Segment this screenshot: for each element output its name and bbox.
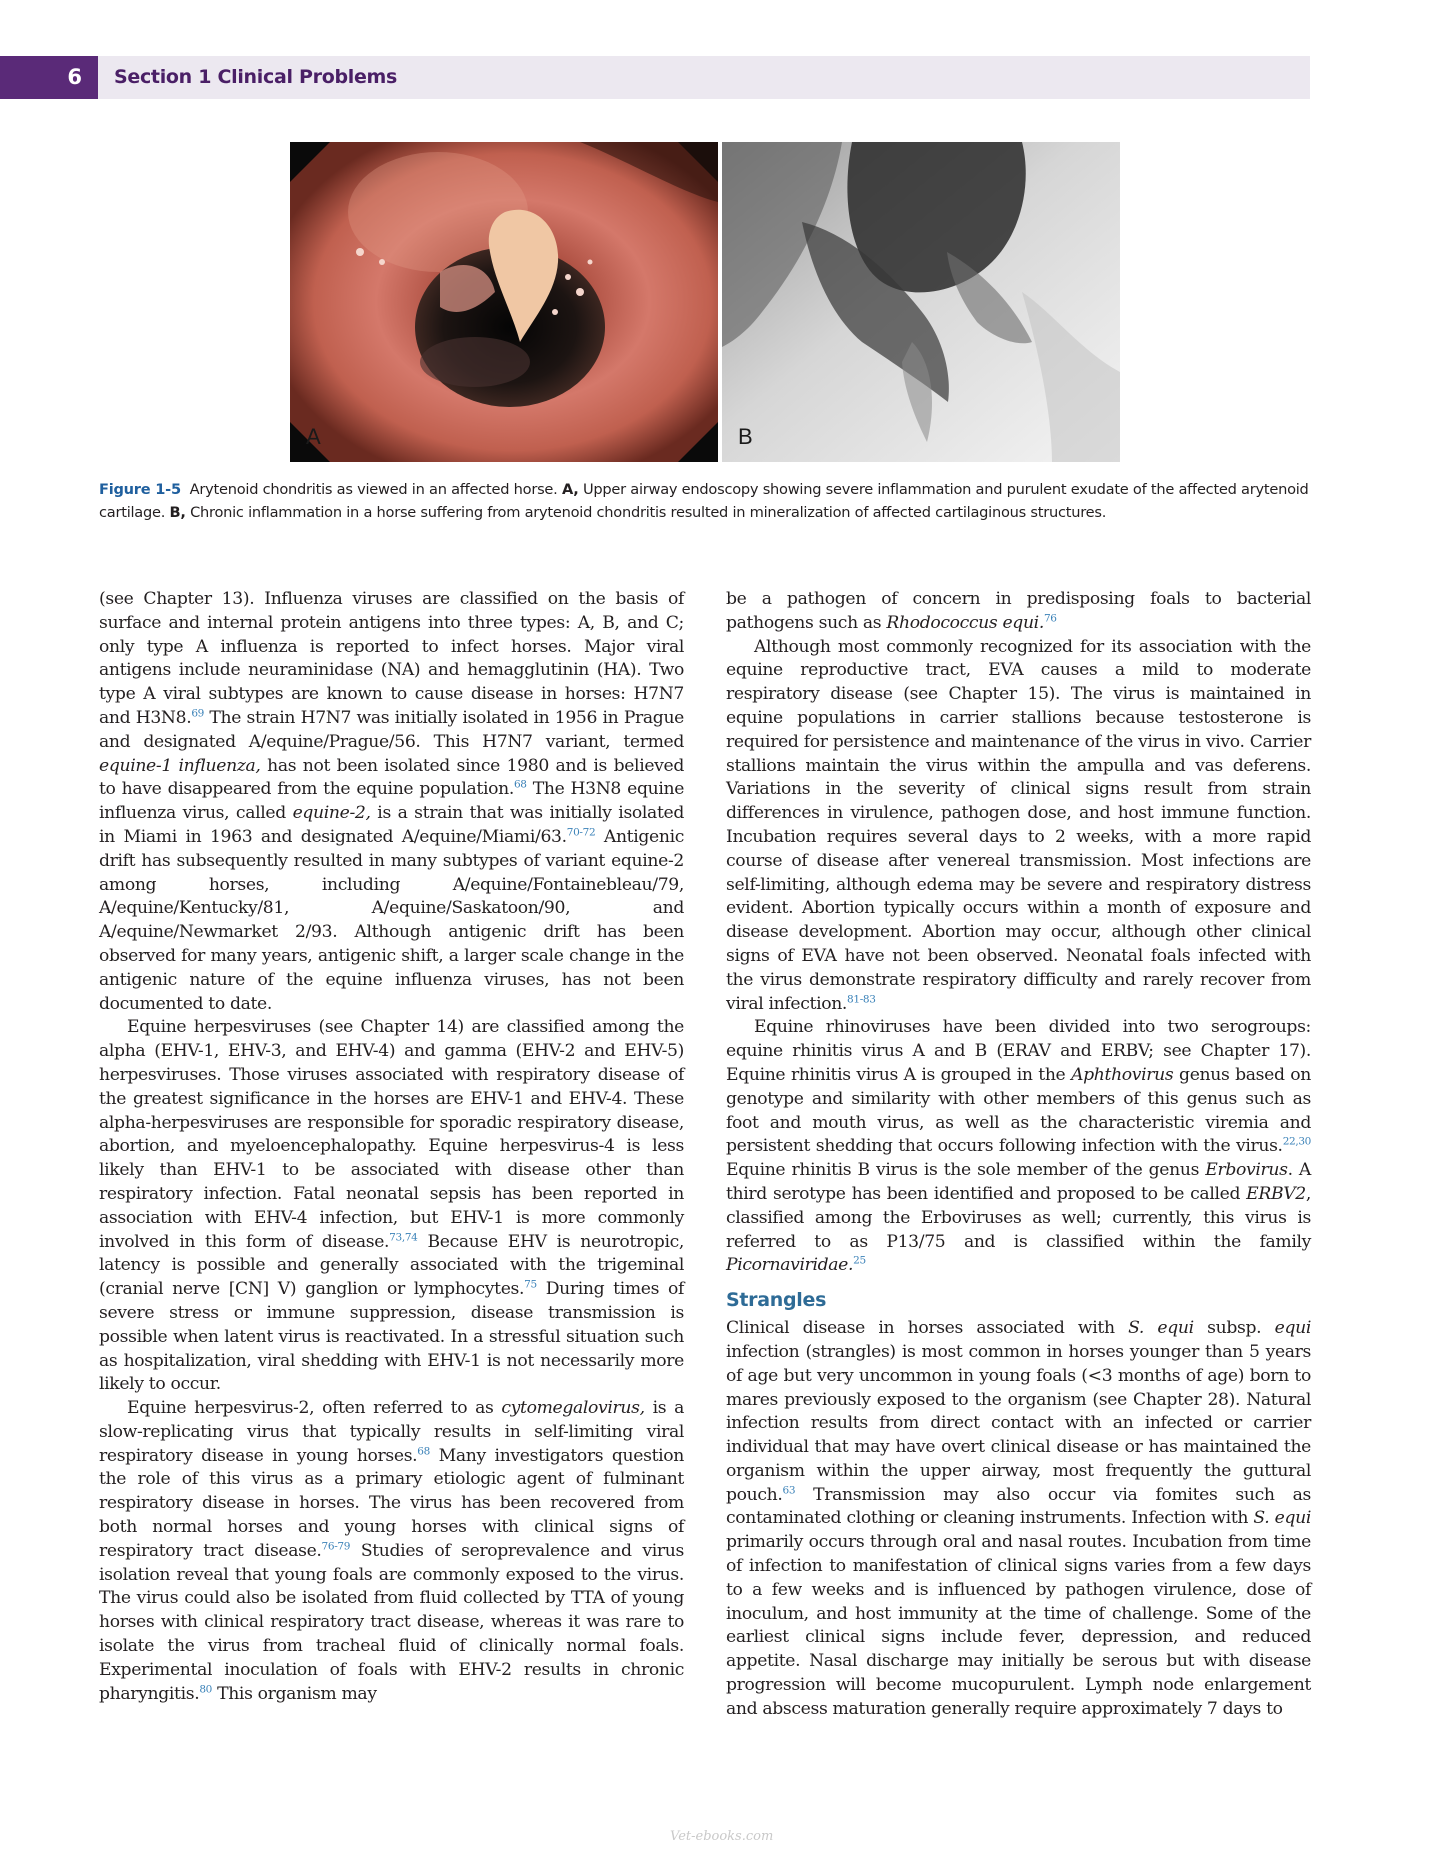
running-header xyxy=(0,56,1310,99)
right-column xyxy=(726,588,1311,1722)
endoscopy-image xyxy=(290,142,718,462)
panel-letter-a: A xyxy=(306,424,321,449)
chapter-title: Clinical Problems xyxy=(217,66,398,88)
caption-intro: Arytenoid chondritis as viewed in an affected horse. xyxy=(189,481,558,498)
paragraph-ehv2: Equine herpesvirus-2, often referred to as cytomegalovirus, is a slow-replicating virus that typically results in self-limiting viral respiratory disease in young horses.$^{68}$ Many investigators question the role of this virus as a primary etiologic agent of fulminant respiratory disease in horses. The virus has been recovered from both normal horses and young horses with clinical signs of respiratory tract disease.$^{76-79}$ Studies of seroprevalence and virus isolation reveal that young foals are commonly exposed to the virus. The virus could also be isolated from fluid collected by TTA of young horses with clinical respiratory tract disease, whereas it was rare to isolate the virus from tracheal fluid of clinically normal foals. Experimental inoculation of foals with EHV-2 results in chronic pharyngitis.$^{80}$ This organism may xyxy=(99,1398,684,1704)
caption-a-text: Upper airway endoscopy showing severe inflammation and purulent exudate of the affected arytenoid cartilage. xyxy=(99,481,1309,521)
panel-letter-b: B xyxy=(738,424,753,449)
citation[interactable]: 75 xyxy=(524,1278,537,1291)
caption-letter-b: B, xyxy=(169,504,186,521)
figure-panel-a-endoscopy xyxy=(290,142,718,462)
paragraph-rhodococcus: be a pathogen of concern in predisposing foals to bacterial pathogens such as Rhodococcus equi.$^{76}$ xyxy=(726,589,1311,633)
paragraph-strangles: Clinical disease in horses associated with S. equi subsp. equi infection (strangles) is most common in horses younger than 5 years of age but very uncommon in young foals (<3 months of age) born to mares previously exposed to the organism (see Chapter 28). Natural infection results from direct contact with an infected or carrier individual that may have overt clinical disease or has maintained the organism within the upper airway, most frequently the guttural pouch.$^{63}$ Transmission may also occur via fomites such as contaminated clothing or cleaning instruments. Infection with S. equi primarily occurs through oral and nasal routes. Incubation from time of infection to manifestation of clinical signs varies from a few days to a few weeks and is influenced by pathogen virulence, dose of inoculum, and host immunity at the time of challenge. Some of the earliest clinical signs include fever, depression, and reduced appetite. Nasal discharge may initially be serous but with disease progression will become mucopurulent. Lymph node enlargement and abscess maturation generally require approximately 7 days to xyxy=(726,1318,1311,1719)
paragraph-rhinoviruses: Equine rhinoviruses have been divided into two serogroups: equine rhinitis virus A and B (ERAV and ERBV; see Chapter 17). Equine rhinitis virus A is grouped in the Aphthovirus genus based on genotype and similarity with other members of this genus such as foot and mouth virus, as well as the characteristic viremia and persistent shedding that occurs following infection with the virus.$^{22,30}$ Equine rhinitis B virus is the sole member of the genus Erbovirus. A third serotype has been identified and proposed to be called ERBV2, classified among the Erboviruses as well; currently, this virus is referred to as P13/75 and is classified within the family Picornaviridae.$^{25}$ xyxy=(726,1017,1312,1276)
caption-letter-a: A, xyxy=(561,481,579,498)
paragraph-herpesviruses: Equine herpesviruses (see Chapter 14) are classified among the alpha (EHV-1, EHV-3, and EHV-4) and gamma (EHV-2 and EHV-5) herpesviruses. Those viruses associated with respiratory disease of the greatest significance in the horses are EHV-1 and EHV-4. These alpha-herpesviruses are responsible for sporadic respiratory disease, abortion, and myeloencephalopathy. Equine herpesvirus-4 is less likely than EHV-1 to be associated with disease other than respiratory infection. Fatal neonatal sepsis has been reported in association with EHV-4 infection, but EHV-1 is more commonly involved in this form of disease.$^{73,74}$ Because EHV is neurotropic, latency is possible and generally associated with the trigeminal (cranial nerve [CN] V) ganglion or lymphocytes.$^{75}$ During times of severe stress or immune suppression, disease transmission is possible when latent virus is reactivated. In a stressful situation such as hospitalization, viral shedding with EHV-1 is not necessarily more likely to occur. xyxy=(99,1017,684,1395)
citation[interactable]: 73,74 xyxy=(389,1230,418,1243)
citation[interactable]: 76 xyxy=(1043,612,1057,625)
radiograph-image xyxy=(722,142,1120,462)
citation[interactable]: 22,30 xyxy=(1282,1135,1311,1148)
citation[interactable]: 25 xyxy=(853,1254,866,1267)
figure-panel-b-radiograph xyxy=(722,142,1120,462)
paragraph-influenza: (see Chapter 13). Influenza viruses are classified on the basis of surface and internal protein antigens into three types: A, B, and C; only type A influenza is reported to infect horses. Major viral antigens include neuraminidase (NA) and hemagglutinin (HA). Two type A viral subtypes are known to cause disease in horses: H7N7 and H3N8.69 The strain H7N7 was initially isolated in 1956 in Prague and designated A/equine/Prague/56. This H7N7 variant, termed equine-1 influenza, has not been isolated since 1980 and is believed to have disappeared from the equine population.$^{68}$ The H3N8 equine influenza virus, called equine-2, is a strain that was initially isolated in Miami in 1963 and designated A/equine/Miami/63.$^{70-72}$ Antigenic drift has subsequently resulted in many subtypes of variant equine-2 among horses, including A/equine/Fontainebleau/79, A/equine/Kentucky/81, A/equine/Saskatoon/90, and A/equine/Newmarket 2/93. Although antigenic drift has been observed for many years, antigenic shift, a larger scale change in the antigenic nature of the equine influenza viruses, has not been documented to date. xyxy=(99,589,685,1014)
figure-label: Figure 1-5 xyxy=(99,481,181,498)
caption-b-text: Chronic inflammation in a horse suffering from arytenoid chondritis resulted in mineralization of affected cartilaginous structures. xyxy=(190,504,1107,521)
figure-caption xyxy=(99,478,1311,524)
paragraph-eva: Although most commonly recognized for its association with the equine reproductive tract, EVA causes a mild to moderate respiratory disease (see Chapter 15). The virus is maintained in equine populations in carrier stallions because testosterone is required for persistence and maintenance of the virus in vivo. Carrier stallions maintain the virus within the ampulla and vas deferens. Variations in the severity of clinical signs result from strain differences in virulence, pathogen dose, and host immune function. Incubation requires several days to 2 weeks, with a more rapid course of disease after venereal transmission. Most infections are self-limiting, although edema may be severe and respiratory distress evident. Abortion typically occurs within a month of exposure and disease development. Abortion may occur, although other clinical signs of EVA have not been observed. Neonatal foals infected with the virus demonstrate respiratory difficulty and rarely recover from viral infection.$^{81-83}$ xyxy=(726,636,1311,1014)
citation[interactable]: 69 xyxy=(191,707,204,720)
citation[interactable]: 63 xyxy=(782,1483,796,1496)
citation[interactable]: 76-79 xyxy=(321,1540,351,1553)
left-column xyxy=(99,588,684,1706)
watermark: Vet-ebooks.com xyxy=(670,1829,774,1844)
citation[interactable]: 70-72 xyxy=(566,826,596,839)
citation[interactable]: 68 xyxy=(513,778,527,791)
page-number: 6 xyxy=(0,56,98,99)
section-title xyxy=(114,56,397,99)
citation[interactable]: 81-83 xyxy=(847,992,876,1005)
citation[interactable]: 68 xyxy=(417,1444,430,1457)
subheading-strangles: Strangles xyxy=(726,1289,827,1312)
citation[interactable]: 80 xyxy=(199,1682,212,1695)
section-label: Section 1 xyxy=(114,66,212,88)
